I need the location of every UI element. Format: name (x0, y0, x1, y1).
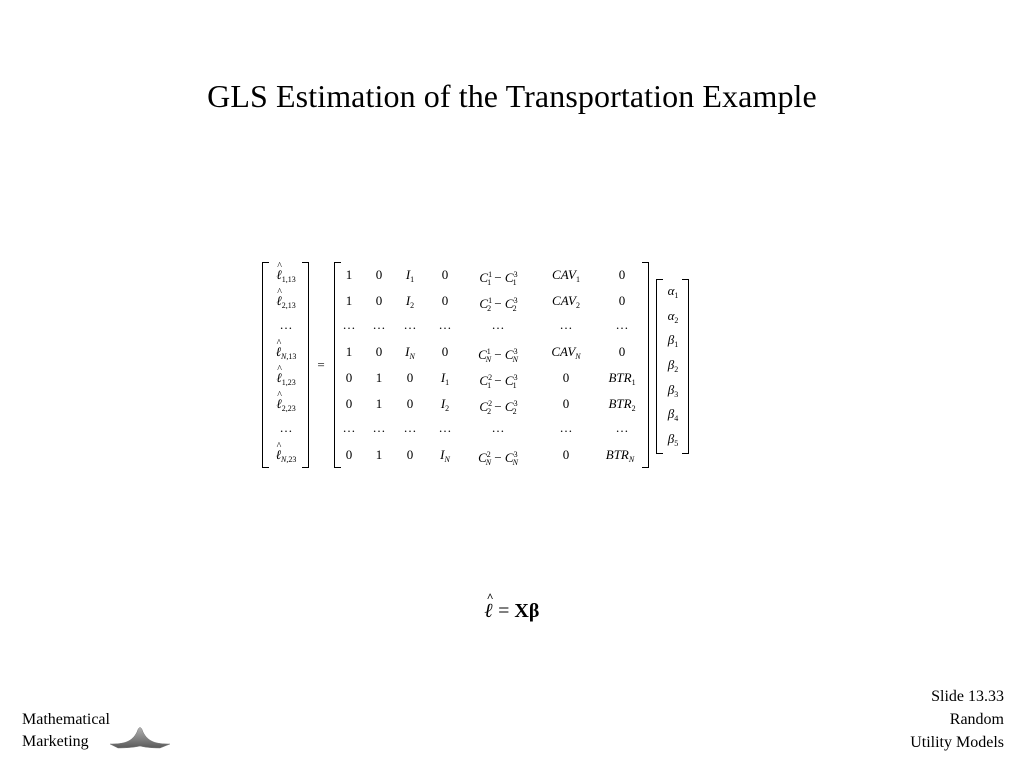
x-cell: 0 (618, 293, 626, 308)
beta-entry: $\alpha_1$ (667, 283, 679, 300)
x-cell: … (403, 317, 417, 332)
x-cell: 0 (406, 396, 414, 411)
x-cell: $C^2_2 - C^3_2$ (479, 399, 518, 416)
x-cell: $I_N$ (440, 447, 450, 464)
slide-section-line-2: Utility Models (910, 734, 1004, 751)
x-cell: $C^1_1 - C^3_1$ (479, 270, 518, 287)
lhs-entry: ^ ℓ$_{2,23}$ (266, 397, 306, 416)
x-cell: 0 (618, 267, 626, 282)
x-cell: 1 (375, 370, 383, 385)
x-cell: $I_2$ (405, 293, 415, 310)
lhs-entry: … (279, 420, 293, 435)
x-cell: 1 (345, 293, 353, 308)
x-cell: 0 (441, 293, 449, 308)
x-cell: 0 (441, 344, 449, 359)
x-cell: 1 (345, 267, 353, 282)
x-cell: … (615, 317, 629, 332)
x-cell: 0 (562, 447, 570, 462)
beta-entry: $\beta_4$ (667, 406, 679, 423)
x-cell: 0 (345, 396, 353, 411)
x-cell: $C^2_1 - C^3_1$ (479, 373, 518, 390)
x-cell: … (342, 317, 356, 332)
equation-equals: = (493, 600, 515, 622)
model-equation (0, 600, 1024, 623)
x-cell: 1 (345, 344, 353, 359)
beta-entry: $\alpha_2$ (667, 308, 679, 325)
x-cell: $C^1_N - C^3_N$ (478, 347, 518, 364)
beta-entry: $\beta_3$ (667, 382, 679, 399)
x-cell: … (403, 420, 417, 435)
lhs-entry: ^ ℓ$_{N,23}$ (266, 448, 306, 467)
equals-sign: = (317, 357, 325, 372)
x-cell: $CAV_N$ (551, 344, 581, 361)
beta-entry: $\beta_1$ (667, 332, 679, 349)
x-cell: … (438, 317, 452, 332)
x-cell: $BTR_1$ (608, 370, 636, 387)
lhs-left-bracket (262, 262, 269, 468)
x-cell: … (372, 317, 386, 332)
x-cell: $C^1_2 - C^3_2$ (479, 296, 518, 313)
lhs-entry: ^ ℓ$_{1,23}$ (266, 371, 306, 390)
ell-hat-symbol: ^ ℓ (485, 600, 494, 623)
x-cell: 0 (375, 267, 383, 282)
slide-section-line-1: Random (949, 711, 1004, 728)
x-cell: … (559, 420, 573, 435)
x-cell: 0 (406, 447, 414, 462)
x-cell: $I_1$ (405, 267, 415, 284)
x-cell: 0 (345, 447, 353, 462)
lhs-entry: ^ ℓ$_{N,13}$ (266, 345, 306, 364)
x-cell: $I_N$ (405, 344, 415, 361)
x-cell: 1 (375, 396, 383, 411)
x-left-bracket (334, 262, 341, 468)
x-cell: … (342, 420, 356, 435)
x-cell: 1 (375, 447, 383, 462)
x-cell: 0 (441, 267, 449, 282)
slide-info (910, 685, 1004, 754)
brand-text (22, 709, 110, 753)
x-cell: 0 (618, 344, 626, 359)
x-cell: $C^2_N - C^3_N$ (478, 450, 518, 467)
equation-rhs: Xβ (514, 600, 540, 622)
x-cell: … (491, 420, 505, 435)
x-cell: 0 (562, 370, 570, 385)
lhs-entry: ^ ℓ$_{2,13}$ (266, 294, 306, 313)
x-cell: $CAV_2$ (552, 293, 580, 310)
beta-entry: $\beta_5$ (667, 431, 679, 448)
lhs-entry: ^ ℓ$_{1,13}$ (266, 268, 306, 287)
x-cell: … (372, 420, 386, 435)
x-cell: $BTR_2$ (608, 396, 636, 413)
x-right-bracket (642, 262, 649, 468)
slide-title: GLS Estimation of the Transportation Example (207, 78, 817, 114)
beta-entry: $\beta_2$ (667, 357, 679, 374)
x-cell: $BTR_N$ (605, 447, 635, 464)
lhs-right-bracket (302, 262, 309, 468)
x-cell: $I_1$ (440, 370, 450, 387)
x-cell: 0 (375, 344, 383, 359)
lhs-entry: … (279, 317, 293, 332)
x-cell: 0 (345, 370, 353, 385)
slide-number: Slide 13.33 (931, 688, 1004, 705)
x-cell: 0 (375, 293, 383, 308)
brand-line-2: Marketing (22, 733, 89, 750)
x-cell: … (615, 420, 629, 435)
x-cell: $CAV_1$ (552, 267, 580, 284)
x-cell: … (491, 317, 505, 332)
x-cell: 0 (562, 396, 570, 411)
x-cell: $I_2$ (440, 396, 450, 413)
brand-line-1: Mathematical (22, 711, 110, 728)
distribution-curve-logo (110, 722, 170, 755)
x-cell: … (559, 317, 573, 332)
x-cell: … (438, 420, 452, 435)
x-cell: 0 (406, 370, 414, 385)
